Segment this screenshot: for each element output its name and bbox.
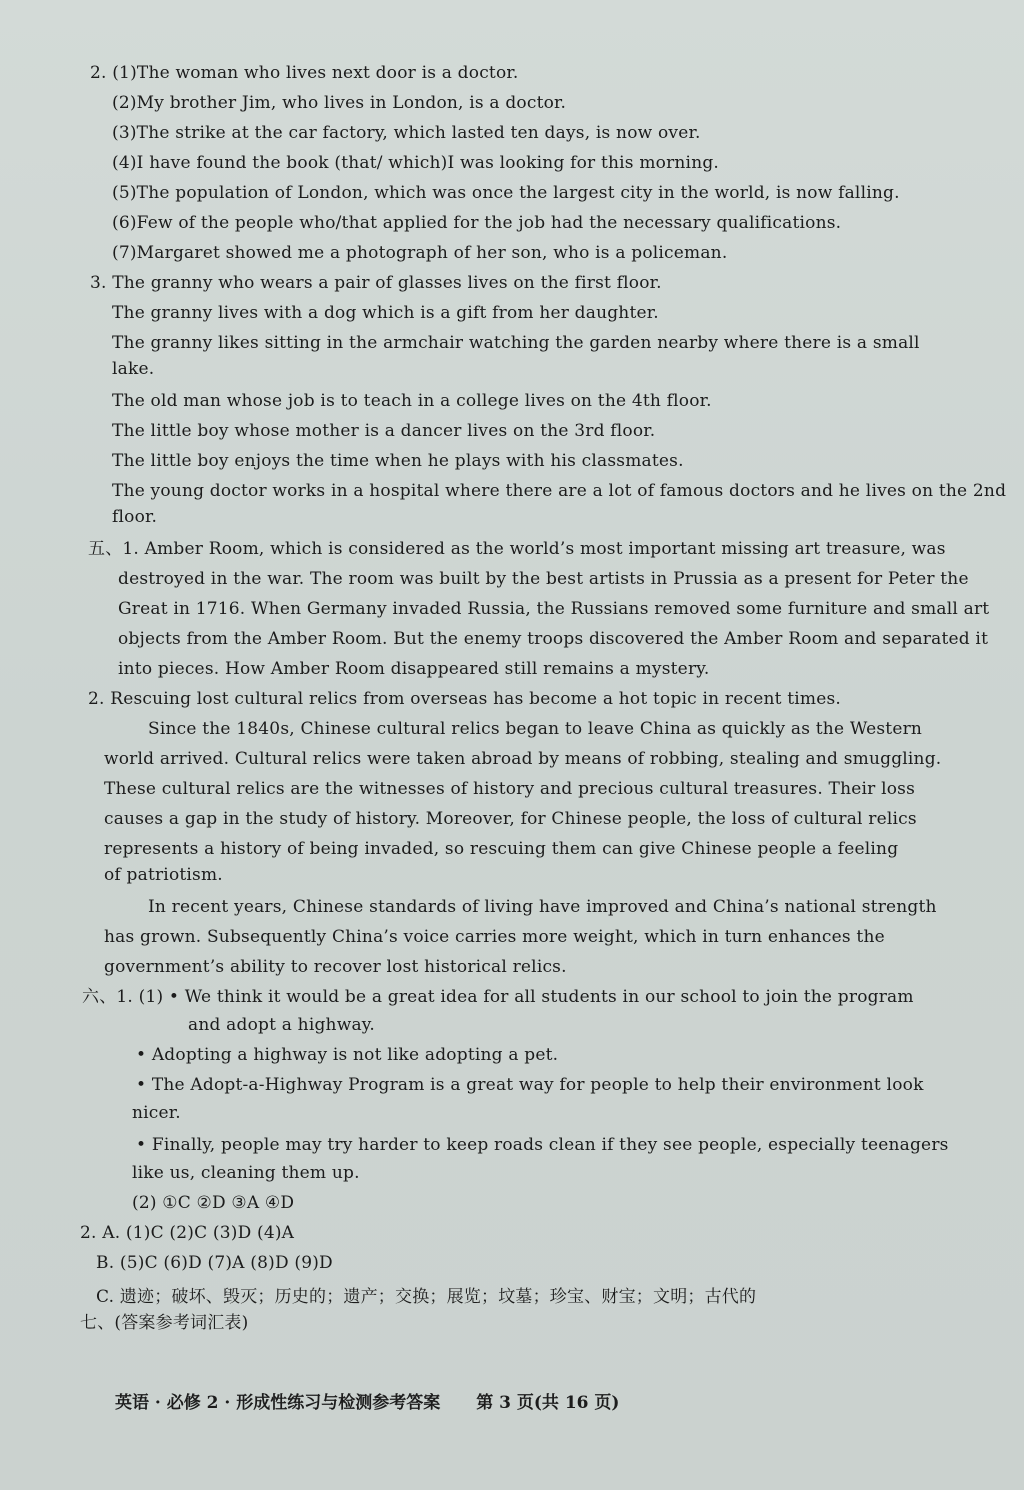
s6-q1-line-7: like us, cleaning them up. bbox=[132, 1163, 360, 1183]
s5-q2-line-1: 2. Rescuing lost cultural relics from overseas has become a hot topic in recent times. bbox=[88, 689, 842, 709]
s5-q2-line-8: In recent years, Chinese standards of living have improved and China’s national strength bbox=[148, 897, 937, 917]
s5-q2-line-7: of patriotism. bbox=[104, 865, 223, 885]
footer-title: 英语 · 必修 2 · 形成性练习与检测参考答案 bbox=[115, 1393, 441, 1413]
s4-q3-line-5: The old man whose job is to teach in a college lives on the 4th floor. bbox=[112, 391, 712, 411]
s5-q1-line-2: destroyed in the war. The room was built by the best artists in Prussia as a present for Peter the bbox=[118, 569, 969, 589]
s4-q3-line-9: floor. bbox=[112, 507, 158, 527]
s6-q1-line-6: • Finally, people may try harder to keep roads clean if they see people, especially teenagers bbox=[136, 1135, 949, 1155]
s4-q2-line-5: (5)The population of London, which was once the largest city in the world, is now falling. bbox=[112, 183, 900, 203]
s6-q1-line-5: nicer. bbox=[132, 1103, 181, 1123]
s4-q2-line-1: 2. (1)The woman who lives next door is a doctor. bbox=[90, 63, 519, 83]
s5-q1-line-1: 五、1. Amber Room, which is considered as the world’s most important missing art treasure, was bbox=[88, 539, 946, 559]
s4-q2-line-2: (2)My brother Jim, who lives in London, is a doctor. bbox=[112, 93, 567, 113]
s5-q2-line-4: These cultural relics are the witnesses of history and precious cultural treasures. Their loss bbox=[104, 779, 915, 799]
s4-q2-line-7: (7)Margaret showed me a photograph of her son, who is a policeman. bbox=[112, 243, 728, 263]
s5-q2-line-9: has grown. Subsequently China’s voice carries more weight, which in turn enhances the bbox=[104, 927, 885, 947]
s4-q3-line-1: 3. The granny who wears a pair of glasses lives on the first floor. bbox=[90, 273, 662, 293]
s6-q2-line-a: 2. A. (1)C (2)C (3)D (4)A bbox=[80, 1223, 295, 1243]
s6-q1-line-8: (2) ①C ②D ③A ④D bbox=[132, 1193, 295, 1213]
s5-q1-line-3: Great in 1716. When Germany invaded Russia, the Russians removed some furniture and small art bbox=[118, 599, 990, 619]
s5-q2-line-5: causes a gap in the study of history. Moreover, for Chinese people, the loss of cultural relics bbox=[104, 809, 917, 829]
s5-q2-line-6: represents a history of being invaded, so rescuing them can give Chinese people a feeling bbox=[104, 839, 899, 859]
s7-line: 七、(答案参考词汇表) bbox=[80, 1313, 249, 1333]
s6-q1-line-4: • The Adopt-a-Highway Program is a great way for people to help their environment look bbox=[136, 1075, 924, 1095]
page-footer bbox=[115, 1388, 875, 1413]
s4-q2-line-4: (4)I have found the book (that/ which)I was looking for this morning. bbox=[112, 153, 720, 173]
s5-q2-line-3: world arrived. Cultural relics were taken abroad by means of robbing, stealing and smuggling. bbox=[104, 749, 942, 769]
s4-q3-line-2: The granny lives with a dog which is a gift from her daughter. bbox=[112, 303, 659, 323]
s4-q3-line-8: The young doctor works in a hospital where there are a lot of famous doctors and he lives on the 2nd bbox=[112, 481, 1007, 501]
s4-q2-line-3: (3)The strike at the car factory, which lasted ten days, is now over. bbox=[112, 123, 701, 143]
s4-q2-line-6: (6)Few of the people who/that applied for the job had the necessary qualifications. bbox=[112, 213, 842, 233]
s6-q1-line-3: • Adopting a highway is not like adopting a pet. bbox=[136, 1045, 559, 1065]
s5-q1-line-4: objects from the Amber Room. But the enemy troops discovered the Amber Room and separated it bbox=[118, 629, 989, 649]
s5-q1-line-5: into pieces. How Amber Room disappeared still remains a mystery. bbox=[118, 659, 710, 679]
s6-q1-line-1: 六、1. (1) • We think it would be a great idea for all students in our school to join the program bbox=[82, 987, 914, 1007]
s4-q3-line-3: The granny likes sitting in the armchair watching the garden nearby where there is a small bbox=[112, 333, 920, 353]
s4-q3-line-6: The little boy whose mother is a dancer lives on the 3rd floor. bbox=[112, 421, 656, 441]
s6-q1-line-2: and adopt a highway. bbox=[188, 1015, 375, 1035]
s5-q2-line-2: Since the 1840s, Chinese cultural relics began to leave China as quickly as the Western bbox=[148, 719, 923, 739]
s5-q2-line-10: government’s ability to recover lost historical relics. bbox=[104, 957, 567, 977]
s4-q3-line-7: The little boy enjoys the time when he plays with his classmates. bbox=[112, 451, 684, 471]
s6-q2-line-b: B. (5)C (6)D (7)A (8)D (9)D bbox=[96, 1253, 333, 1273]
s4-q3-line-4: lake. bbox=[112, 359, 155, 379]
s6-q2-line-c: C. 遗迹；破坏、毁灭；历史的；遗产；交换；展览；坟墓；珍宝、财宝；文明；古代的 bbox=[96, 1287, 757, 1307]
footer-page-number: 第 3 页(共 16 页) bbox=[476, 1393, 620, 1413]
